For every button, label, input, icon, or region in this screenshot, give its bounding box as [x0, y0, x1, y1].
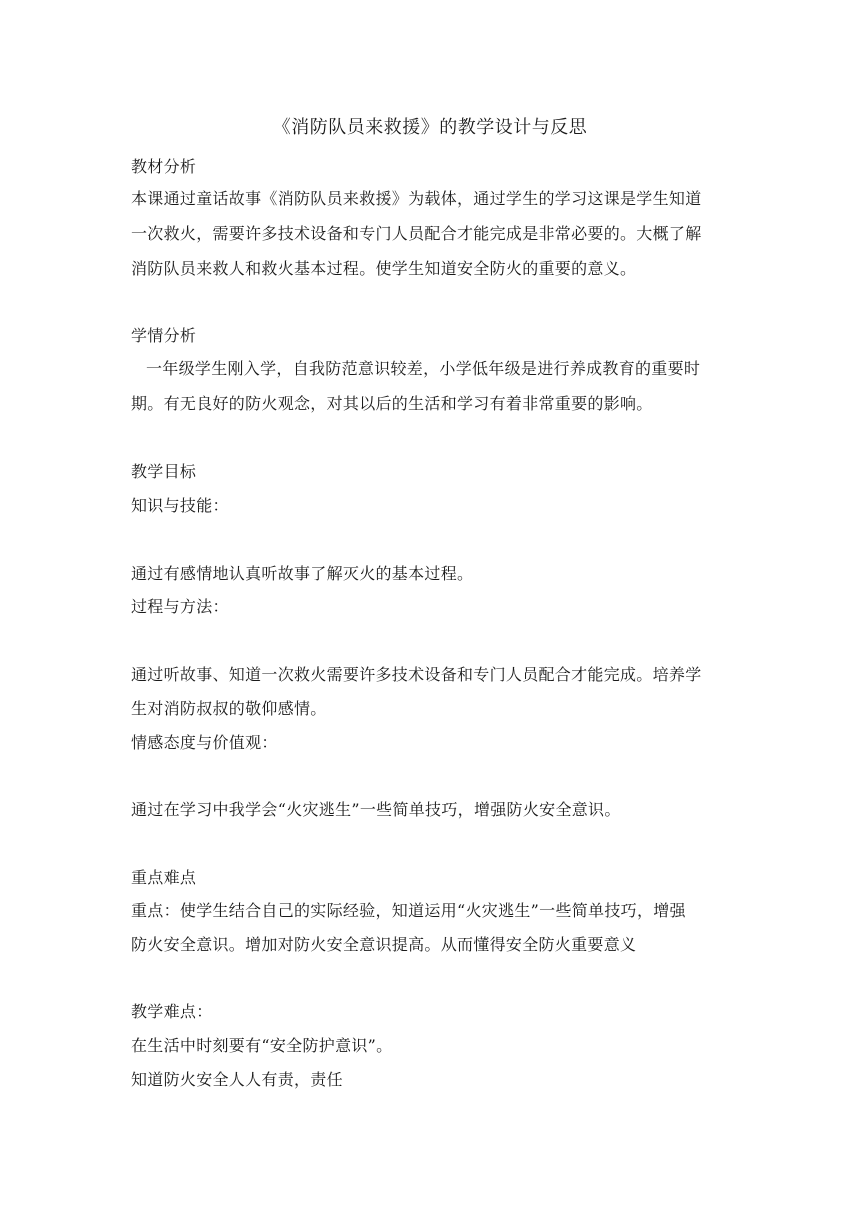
paragraph-line: 期。有无良好的防火观念，对其以后的生活和学习有着非常重要的影响。 — [131, 394, 653, 413]
paragraph-line: 消防队员来救人和救火基本过程。使学生知道安全防火的重要的意义。 — [131, 259, 637, 278]
paragraph-line: 在生活中时刻要有“安全防护意识”。 — [131, 1036, 393, 1055]
section-heading-student-analysis: 学情分析 — [131, 326, 197, 345]
paragraph-line: 生对消防叔叔的敬仰感情。 — [131, 699, 327, 718]
section-heading-teaching-goals: 教学目标 — [131, 462, 197, 481]
subheading-emotion-values: 情感态度与价值观： — [131, 733, 278, 752]
paragraph-line: 通过在学习中我学会“火灾逃生”一些简单技巧，增强防火安全意识。 — [131, 800, 621, 819]
document-title: 《消防队员来救援》的教学设计与反思 — [272, 117, 588, 138]
subheading-knowledge-skills: 知识与技能： — [131, 496, 229, 515]
section-heading-material-analysis: 教材分析 — [131, 157, 197, 176]
paragraph-line: 重点：使学生结合自己的实际经验，知道运用“火灾逃生”一些简单技巧，增强 — [131, 901, 686, 920]
paragraph-line: 防火安全意识。增加对防火安全意识提高。从而懂得安全防火重要意义 — [131, 935, 637, 954]
paragraph-line: 一年级学生刚入学，自我防范意识较差，小学低年级是进行养成教育的重要时 — [146, 359, 701, 378]
paragraph-line: 通过听故事、知道一次救火需要许多技术设备和专门人员配合才能完成。培养学 — [131, 665, 702, 684]
paragraph-line: 本课通过童话故事《消防队员来救援》为载体，通过学生的学习这课是学生知道 — [131, 189, 702, 208]
section-heading-difficulties: 教学难点： — [131, 1002, 213, 1021]
section-heading-key-points: 重点难点 — [131, 868, 197, 887]
paragraph-line: 一次救火，需要许多技术设备和专门人员配合才能完成是非常必要的。大概了解 — [131, 224, 702, 243]
subheading-process-methods: 过程与方法： — [131, 597, 229, 616]
paragraph-line: 通过有感情地认真听故事了解灭火的基本过程。 — [131, 564, 474, 583]
paragraph-line: 知道防火安全人人有责，责任 — [131, 1070, 343, 1089]
